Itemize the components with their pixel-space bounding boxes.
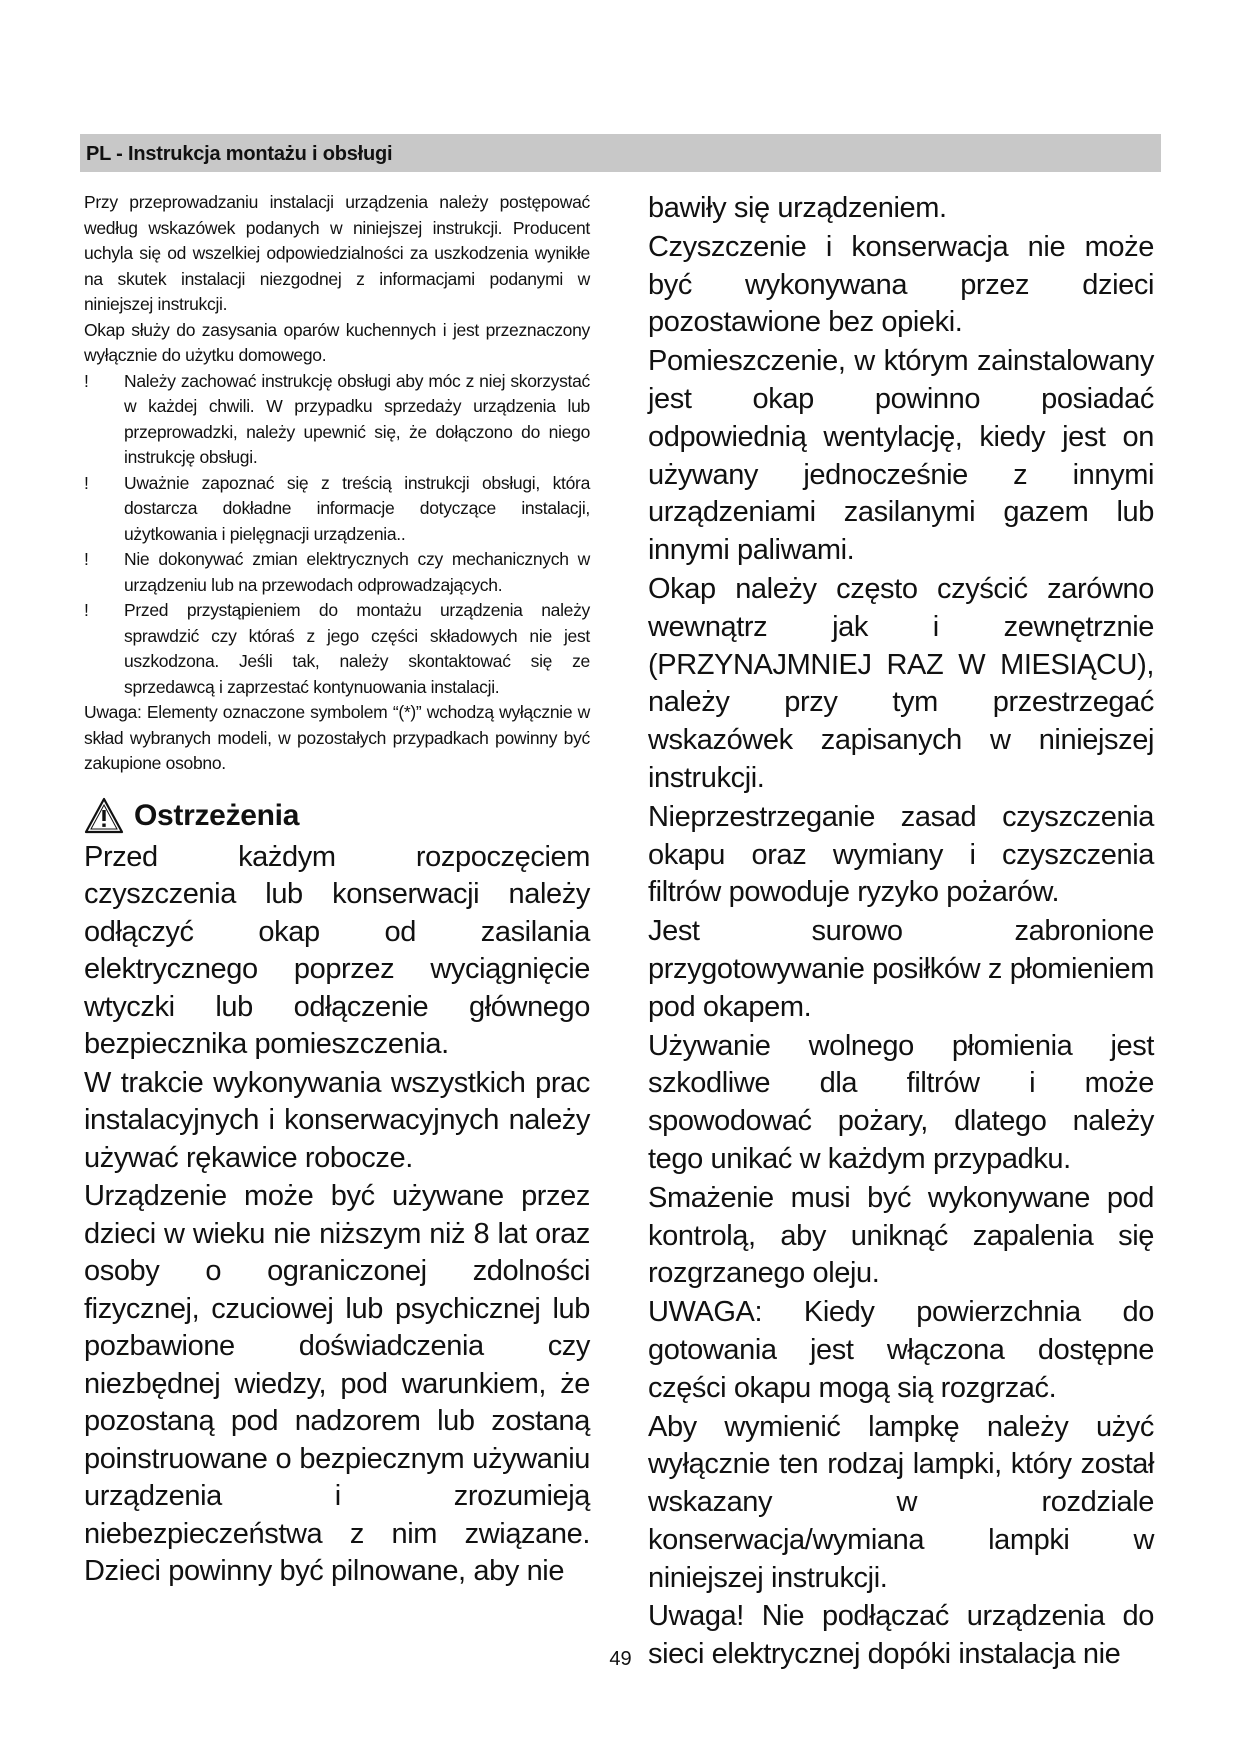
warning-paragraph: W trakcie wykonywania wszystkich prac instalacyjnych i konserwacyjnych należy używać rękawice robocze.: [84, 1066, 590, 1174]
warning-triangle-icon: [84, 797, 124, 835]
warning-paragraph: Aby wymienić lampkę należy użyć wyłącznie ten rodzaj lampki, który został wskazany w rozdziale konserwacja/wymiana lampki w niniejszej instrukcji.: [648, 1410, 1154, 1594]
note-paragraph: Uwaga: Elementy oznaczone symbolem “(*)” wchodzą wyłącznie w skład wybranych modeli, w pozostałych przypadkach powinny być zakupione osobno.: [84, 702, 590, 773]
warning-paragraph: Pomieszczenie, w którym zainstalowany jest okap powinno posiadać odpowiednią wentylację, kiedy jest on używany jednocześnie z innymi urządzeniami zasilanymi gazem lub innymi paliwami.: [648, 345, 1154, 567]
intro-paragraph: Przy przeprowadzaniu instalacji urządzenia należy postępować według wskazówek podanych w niniejszej instrukcji. Producent uchyla się od wszelkiej odpowiedzialności za uszkodzenia wynikłe na skutek instalacji niezgodnej z informacjami podanymi w niniejszej instrukcji.: [84, 192, 590, 314]
page-number: 49: [609, 1648, 632, 1670]
warning-paragraph: UWAGA: Kiedy powierzchnia do gotowania jest włączona dostępne części okapu mogą sią rozgrzać.: [648, 1296, 1154, 1404]
bullet-item: [84, 598, 590, 700]
bullet-text: Należy zachować instrukcję obsługi aby móc z niej skorzystać w każdej chwili. W przypadku sprzedaży urządzenia lub przeprowadzki, należy upewnić się, że dołączono do niego instrukcję obsługi.: [124, 370, 590, 467]
warning-paragraph: Używanie wolnego płomienia jest szkodliwe dla filtrów i może spowodować pożary, dlatego należy tego unikać w każdym przypadku.: [648, 1029, 1154, 1175]
warnings-title: Ostrzeżenia: [134, 798, 300, 832]
intro-paragraph: Okap służy do zasysania oparów kuchennych i jest przeznaczony wyłącznie do użytku domowego.: [84, 319, 590, 365]
bullet-text: Nie dokonywać zmian elektrycznych czy mechanicznych w urządzeniu lub na przewodach odprowadzających.: [124, 549, 590, 595]
warning-paragraph: Jest surowo zabronione przygotowywanie posiłków z płomieniem pod okapem.: [648, 915, 1154, 1023]
bullet-text: Uważnie zapoznać się z treścią instrukcji obsługi, która dostarcza dokładne informacje dotyczące instalacji, użytkowania i pielęgnacji urządzenia..: [124, 472, 590, 544]
warning-paragraph: Nieprzestrzeganie zasad czyszczenia okapu oraz wymiany i czyszczenia filtrów powoduje ryzyko pożarów.: [648, 800, 1154, 909]
left-column: [84, 190, 590, 1591]
exclamation-mark: !: [84, 370, 89, 391]
bullet-item: [84, 547, 590, 598]
bullet-item: [84, 369, 590, 471]
bullet-item: [84, 471, 590, 548]
bullet-text: Przed przystąpieniem do montażu urządzenia należy sprawdzić czy któraś z jego części składowych nie jest uszkodzona. Jeśli tak, należy skontaktować się ze sprzedawcą i zaprzestać kontynuowania instalacji.: [124, 600, 590, 697]
warning-paragraph: Smażenie musi być wykonywane pod kontrolą, aby uniknąć zapalenia się rozgrzanego oleju.: [648, 1181, 1154, 1290]
section-header: [80, 134, 1161, 172]
warning-paragraph: Urządzenie może być używane przez dzieci w wieku nie niższym niż 8 lat oraz osoby o ograniczonej zdolności fizycznej, czuciowej lub psychicznej lub pozbawione doświadczenia czy niezbędnej wiedzy, pod warunkiem, że pozostaną pod nadzorem lub zostaną poinstruowane o bezpiecznym używaniu urządzenia i zrozumieją niebezpieczeństwa z nim związane. Dzieci powinny być pilnowane, aby nie: [84, 1180, 590, 1587]
right-column: [648, 190, 1154, 1674]
warning-paragraph: Czyszczenie i konserwacja nie może być wykonywana przez dzieci pozostawione bez opieki.: [648, 230, 1154, 339]
warnings-heading: [84, 793, 590, 839]
warning-paragraph: Przed każdym rozpoczęciem czyszczenia lub konserwacji należy odłączyć okap od zasilania elektrycznego poprzez wyciągnięcie wtyczki lub odłączenie głównego bezpiecznika pomieszczenia.: [84, 840, 590, 1060]
exclamation-mark: !: [84, 600, 89, 620]
warning-paragraph: Uwaga! Nie podłączać urządzenia do sieci elektrycznej dopóki instalacja nie: [648, 1600, 1154, 1671]
warning-paragraph: Okap należy często czyścić zarówno wewnątrz jak i zewnętrznie (PRZYNAJMNIEJ RAZ W MIESIĄCU), należy przy tym przestrzegać wskazówek zapisanych w niniejszej instrukcji.: [648, 572, 1154, 794]
section-title: PL - Instrukcja montażu i obsługi: [86, 143, 393, 165]
exclamation-mark: !: [84, 549, 89, 569]
warning-paragraph: bawiły się urządzeniem.: [648, 192, 947, 224]
exclamation-mark: !: [84, 472, 89, 493]
